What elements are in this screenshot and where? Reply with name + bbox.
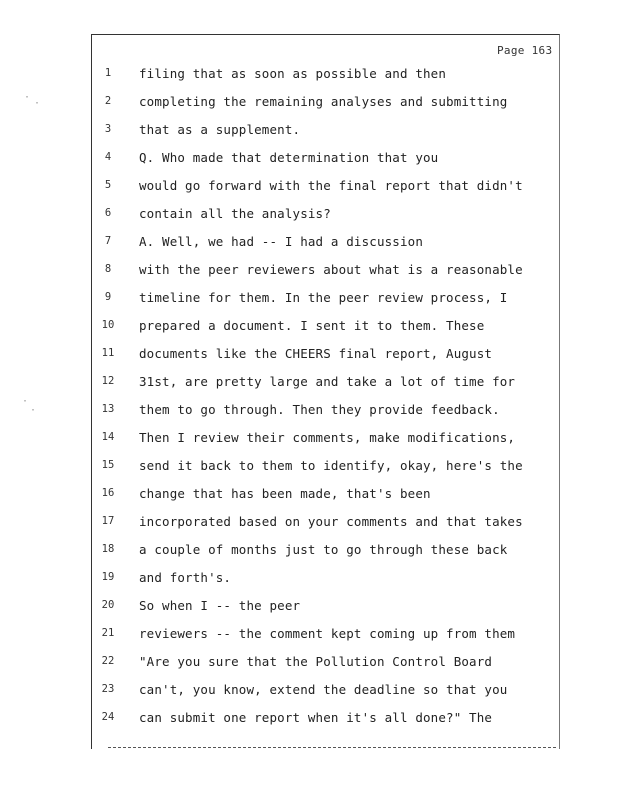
transcript-line <box>98 257 558 285</box>
margin-bracket <box>91 565 98 583</box>
bottom-rule <box>108 747 556 748</box>
line-number: 19 <box>101 571 115 583</box>
transcript-line <box>98 229 558 257</box>
transcript-line <box>98 537 558 565</box>
line-number: 11 <box>101 347 115 359</box>
transcript-line <box>98 173 558 201</box>
line-number: 22 <box>101 655 115 667</box>
transcript-line <box>98 621 558 649</box>
line-text: would go forward with the final report that didn't <box>139 178 523 193</box>
line-text: contain all the analysis? <box>139 206 331 221</box>
transcript-line <box>98 453 558 481</box>
line-text: a couple of months just to go through these back <box>139 542 508 557</box>
line-text: change that has been made, that's been <box>139 486 431 501</box>
transcript-line <box>98 201 558 229</box>
line-text: that as a supplement. <box>139 122 301 137</box>
line-number: 10 <box>101 319 115 331</box>
transcript-line <box>98 565 558 593</box>
line-number: 6 <box>104 207 112 219</box>
transcript-line <box>98 145 558 173</box>
line-text: A. Well, we had -- I had a discussion <box>139 234 423 249</box>
transcript-line <box>98 425 558 453</box>
transcript-line <box>98 481 558 509</box>
line-number: 14 <box>101 431 115 443</box>
line-number: 7 <box>104 235 112 247</box>
line-text: can submit one report when it's all done?" The <box>139 710 493 725</box>
transcript-line <box>98 705 558 733</box>
line-number: 23 <box>101 683 115 695</box>
transcript-line <box>98 397 558 425</box>
line-text: So when I -- the peer <box>139 598 301 613</box>
line-text: can't, you know, extend the deadline so that you <box>139 682 508 697</box>
scan-speck: · <box>24 92 31 103</box>
transcript-line <box>98 285 558 313</box>
line-number: 17 <box>101 515 115 527</box>
transcript-line <box>98 509 558 537</box>
line-text: send it back to them to identify, okay, here's the <box>139 458 523 473</box>
line-number: 9 <box>104 291 112 303</box>
transcript-line <box>98 677 558 705</box>
line-number: 21 <box>101 627 115 639</box>
line-number: 20 <box>101 599 115 611</box>
transcript-line <box>98 369 558 397</box>
line-text: with the peer reviewers about what is a reasonable <box>139 262 523 277</box>
scan-speck: · <box>30 405 37 416</box>
line-text: "Are you sure that the Pollution Control Board <box>139 654 493 669</box>
line-number: 4 <box>104 151 112 163</box>
line-number: 5 <box>104 179 112 191</box>
line-text: prepared a document. I sent it to them. These <box>139 318 485 333</box>
line-text: 31st, are pretty large and take a lot of time for <box>139 374 516 389</box>
line-text: Then I review their comments, make modifications, <box>139 430 516 445</box>
transcript-line <box>98 117 558 145</box>
line-text: timeline for them. In the peer review process, I <box>139 290 508 305</box>
page-number: Page 163 <box>497 44 553 57</box>
line-number: 15 <box>101 459 115 471</box>
transcript-lines <box>98 61 558 733</box>
scan-speck: · <box>34 98 41 109</box>
transcript-line <box>98 61 558 89</box>
line-number: 16 <box>101 487 115 499</box>
transcript-line <box>98 649 558 677</box>
line-number: 1 <box>104 67 112 79</box>
line-number: 13 <box>101 403 115 415</box>
line-text: and forth's. <box>139 570 232 585</box>
scan-speck: · <box>22 396 29 407</box>
line-number: 3 <box>104 123 112 135</box>
line-text: filing that as soon as possible and then <box>139 66 447 81</box>
transcript-line <box>98 341 558 369</box>
transcript-line <box>98 593 558 621</box>
line-number: 24 <box>101 711 115 723</box>
line-text: reviewers -- the comment kept coming up from them <box>139 626 516 641</box>
transcript-line <box>98 89 558 117</box>
line-text: incorporated based on your comments and that takes <box>139 514 523 529</box>
line-text: completing the remaining analyses and submitting <box>139 94 508 109</box>
line-number: 8 <box>104 263 112 275</box>
line-text: documents like the CHEERS final report, August <box>139 346 493 361</box>
line-number: 2 <box>104 95 112 107</box>
line-number: 12 <box>101 375 115 387</box>
line-text: them to go through. Then they provide feedback. <box>139 402 500 417</box>
line-number: 18 <box>101 543 115 555</box>
line-text: Q. Who made that determination that you <box>139 150 439 165</box>
transcript-line <box>98 313 558 341</box>
